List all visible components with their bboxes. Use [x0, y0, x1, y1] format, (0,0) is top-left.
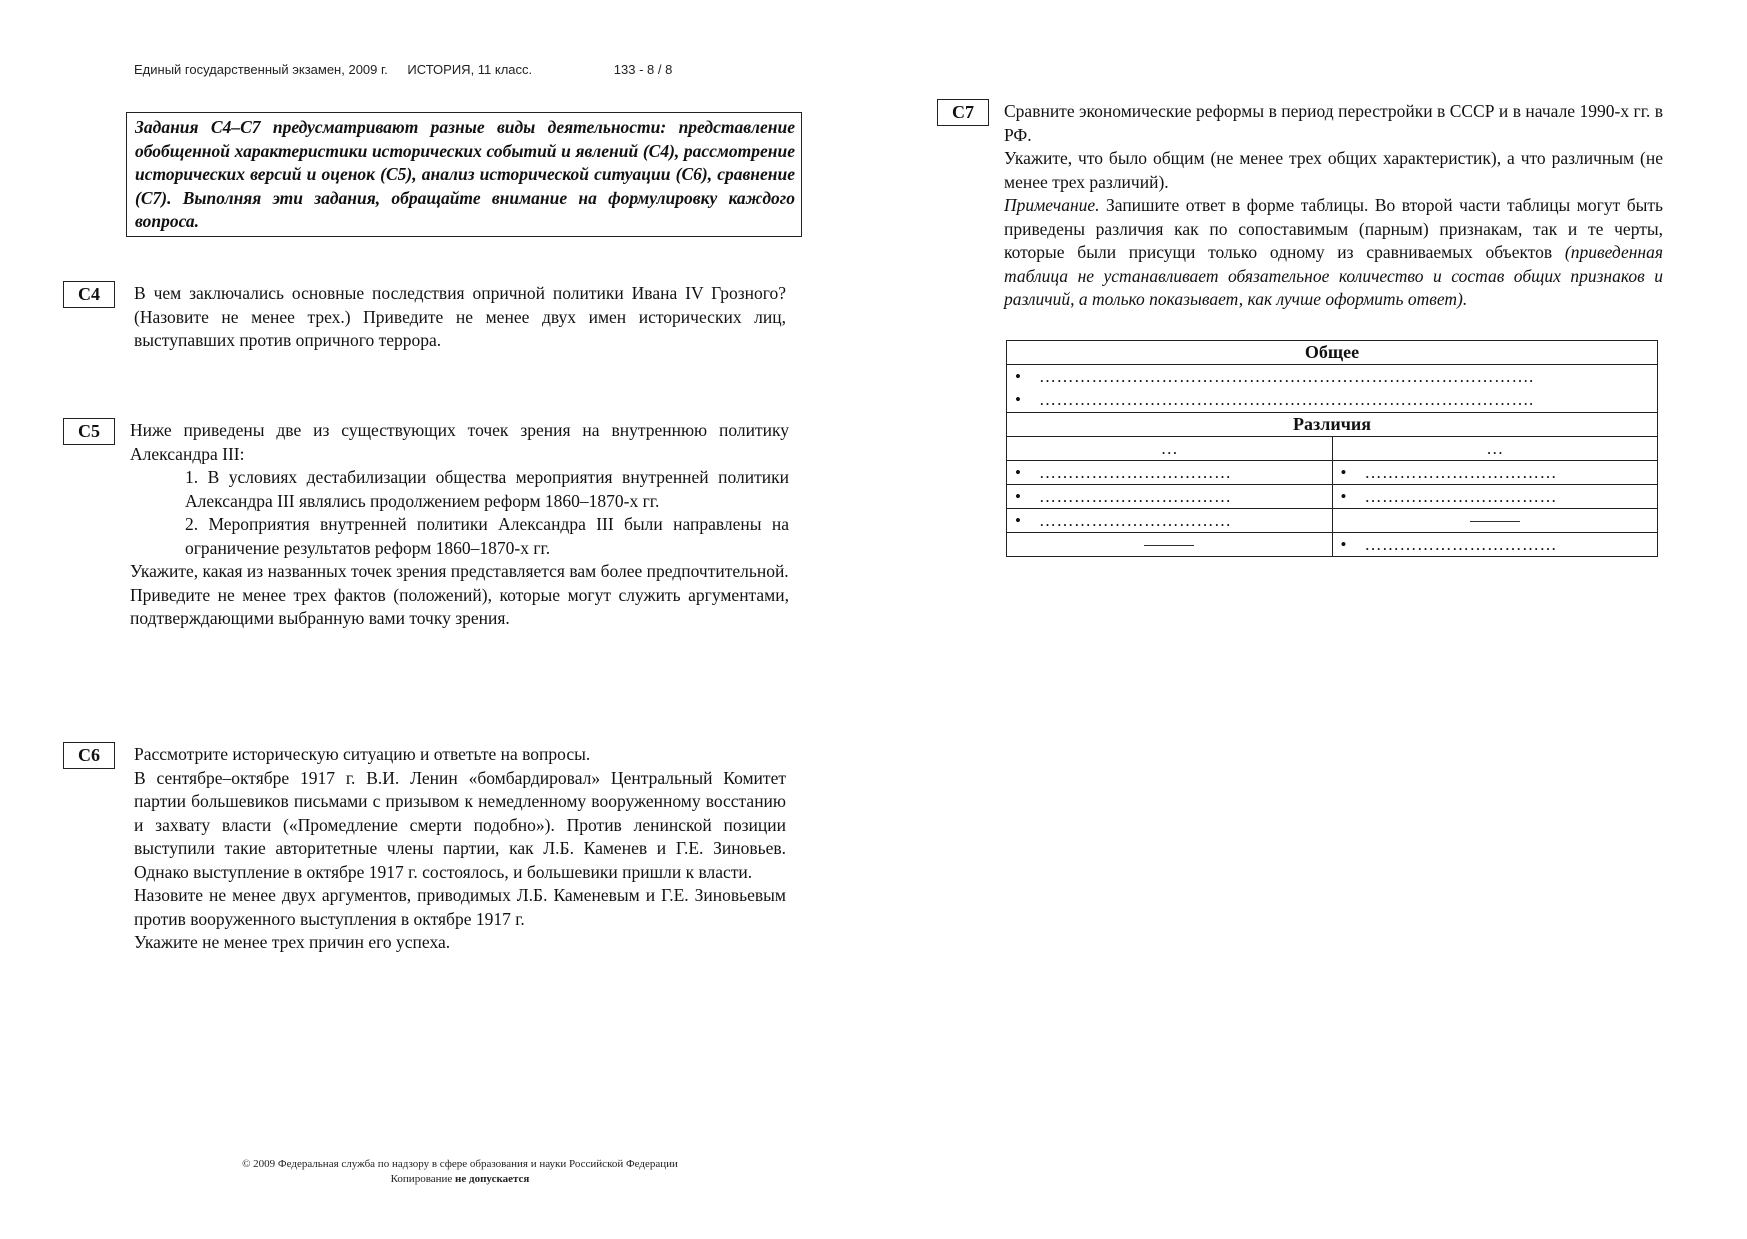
- task-c5: [130, 419, 789, 631]
- task-c5-question-2: Приведите не менее трех фактов (положений), которые могут служить аргументами, подтверждающими выбранную вами точку зрения.: [130, 584, 789, 628]
- copying-text: Копирование: [390, 1173, 456, 1185]
- task-c6-question-2: Укажите не менее трех причин его успеха.: [134, 932, 451, 952]
- task-c7-note: [1004, 194, 1663, 312]
- note-label: Примечание.: [1004, 195, 1100, 215]
- diff-row-3-left: [1007, 509, 1333, 533]
- table-header-common: Общее: [1007, 341, 1658, 365]
- task-c7-intro: Сравните экономические реформы в период перестройки в СССР и в начале 1990-х гг. в РФ.: [1004, 101, 1663, 145]
- bullet: •: [1015, 510, 1021, 530]
- task-c5-intro: Ниже приведены две из существующих точек зрения на внутреннюю политику Александра III:: [130, 420, 789, 464]
- answer-blank: ……………………………: [1039, 486, 1232, 506]
- task-label-c6: С6: [63, 742, 115, 769]
- bullet: •: [1015, 486, 1021, 506]
- diff-row-1-right: [1332, 461, 1658, 485]
- answer-blank: ………………………………………………………………………….: [1039, 366, 1534, 386]
- task-c5-viewpoint-1: 1. В условиях дестабилизации общества мероприятия внутренней политики Александра III являлись продолжением реформ 1860–1870-х гг.: [185, 467, 789, 511]
- common-row-2: [1007, 388, 1658, 413]
- bullet: •: [1340, 534, 1347, 554]
- diff-row-4-right: [1332, 533, 1658, 557]
- subject-title: ИСТОРИЯ, 11 класс.: [407, 62, 533, 77]
- diff-row-2-left: [1007, 485, 1333, 509]
- diff-row-3-right: [1332, 509, 1658, 533]
- answer-blank: ………………………………………………………………………….: [1039, 390, 1534, 409]
- common-row-1: [1007, 365, 1658, 389]
- task-label-c4: С4: [63, 281, 115, 308]
- instructions-box: Задания С4–С7 предусматривают разные виды деятельности: представление обобщенной характеристики исторических событий и явлений (С4), рассмотрение исторических версий и оценок (С5), анализ исторической ситуации (С6), сравнение (С7). Выполняя эти задания, обращайте внимание на формулировку каждого вопроса.: [126, 112, 802, 237]
- page-header: [134, 62, 688, 77]
- task-label-c5: С5: [63, 418, 115, 445]
- diff-col-header-right: …: [1332, 437, 1658, 461]
- task-c7: [1004, 100, 1663, 312]
- bullet: •: [1340, 486, 1347, 506]
- note-italic: (приведенная таблица не устанавливает обязательное количество и состав общих признаков и различий, а только показывает, как лучше оформить ответ).: [1004, 242, 1663, 309]
- task-c6-situation: В сентябре–октябре 1917 г. В.И. Ленин «бомбардировал» Центральный Комитет партии большевиков письмами с призывом к немедленному вооруженному восстанию и захвату власти («Промедление смерти подобно»). Против ленинской позиции выступили такие авторитетные члены партии, как Л.Б. Каменев и Г.Е. Зиновьев. Однако выступление в октябре 1917 г. состоялось, и большевики пришли к власти.: [134, 767, 786, 882]
- answer-blank: ……………………………: [1364, 534, 1557, 554]
- diff-row-2-right: [1332, 485, 1658, 509]
- task-c4-text: В чем заключались основные последствия опричной политики Ивана IV Грозного? (Назовите не менее трех.) Приведите не менее двух имен исторических лиц, выступавших против опричного террора.: [134, 283, 786, 350]
- bullet: •: [1015, 390, 1021, 409]
- page-footer: [190, 1157, 730, 1187]
- page-number: 133 - 8 / 8: [613, 62, 673, 77]
- table-header-differences: Различия: [1007, 413, 1658, 437]
- task-label-c7: С7: [937, 99, 989, 126]
- task-c7-question: Укажите, что было общим (не менее трех общих характеристик), а что различным (не менее трех различий).: [1004, 148, 1663, 192]
- task-c6-intro: Рассмотрите историческую ситуацию и ответьте на вопросы.: [134, 744, 591, 764]
- empty-dash: [1470, 521, 1520, 522]
- answer-blank: ……………………………: [1039, 510, 1232, 530]
- task-c6-question-1: Назовите не менее двух аргументов, приводимых Л.Б. Каменевым и Г.Е. Зиновьевым против вооруженного выступления в октябре 1917 г.: [134, 885, 786, 929]
- note-text: Запишите ответ в форме таблицы. Во второй части таблицы могут быть приведены различия как по сопоставимым (парным) признакам, так и те черты, которые были присущи только одному из сравниваемых объектов: [1004, 195, 1663, 262]
- bullet: •: [1340, 462, 1347, 482]
- task-c5-viewpoint-2: 2. Мероприятия внутренней политики Александра III были направлены на ограничение результатов реформ 1860–1870-х гг.: [185, 514, 789, 558]
- answer-table: [1006, 340, 1658, 557]
- bullet: •: [1015, 462, 1021, 482]
- answer-blank: ……………………………: [1039, 462, 1232, 482]
- task-c5-question-1: Укажите, какая из названных точек зрения представляется вам более предпочтительной.: [130, 561, 789, 581]
- empty-dash: [1144, 545, 1194, 546]
- bullet: •: [1015, 366, 1021, 386]
- diff-row-4-left: [1007, 533, 1333, 557]
- diff-row-1-left: [1007, 461, 1333, 485]
- copying-notice: [190, 1172, 730, 1187]
- diff-col-header-left: …: [1007, 437, 1333, 461]
- task-c4: [134, 282, 786, 353]
- copyright-line: © 2009 Федеральная служба по надзору в сфере образования и науки Российской Федерации: [242, 1158, 678, 1170]
- answer-blank: ……………………………: [1364, 462, 1557, 482]
- answer-blank: ……………………………: [1364, 486, 1557, 506]
- copying-prohibited: не допускается: [455, 1173, 530, 1185]
- task-c6: [134, 743, 786, 955]
- exam-title: Единый государственный экзамен, 2009 г.: [134, 62, 388, 77]
